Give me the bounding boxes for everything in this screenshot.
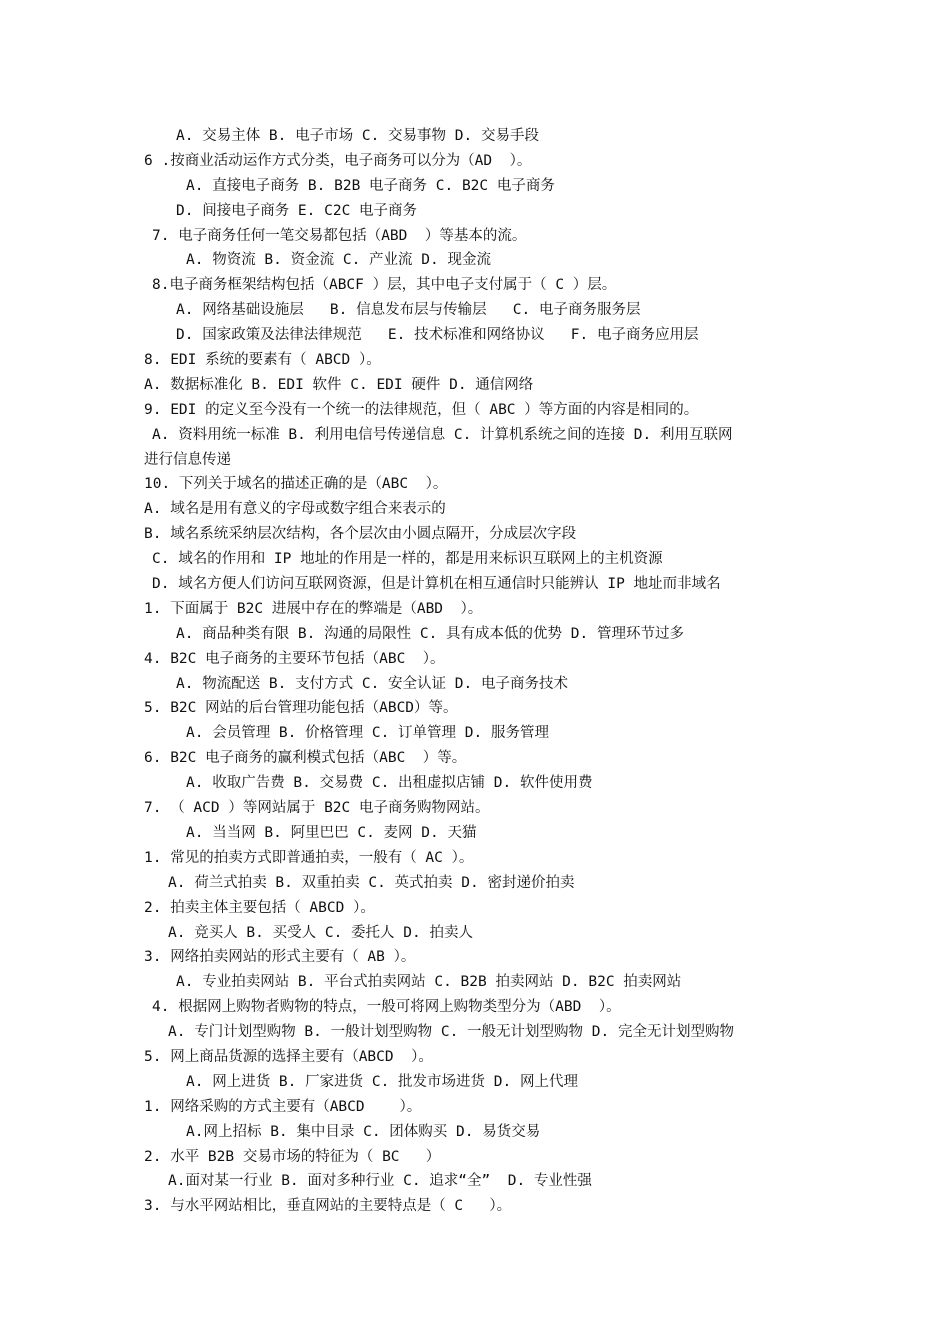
text-line: 5. B2C 网站的后台管理功能包括（ABCD）等。 [144,700,458,717]
text-line: A. 专业拍卖网站 B. 平台式拍卖网站 C. B2B 拍卖网站 D. B2C 拍卖网站 [176,974,682,991]
text-line: 1. 网络采购的方式主要有（ABCD ）。 [144,1098,422,1115]
text-line: A. 竞买人 B. 买受人 C. 委托人 D. 拍卖人 [168,924,473,941]
text-line: A. 商品种类有限 B. 沟通的局限性 C. 具有成本低的优势 D. 管理环节过多 [176,625,684,642]
text-line: 5. 网上商品货源的选择主要有（ABCD ）。 [144,1048,433,1065]
text-line: 3. 网络拍卖网站的形式主要有（ AB ）。 [144,949,416,966]
text-line: 4. B2C 电子商务的主要环节包括（ABC ）。 [144,650,445,667]
text-line: 8. EDI 系统的要素有（ ABCD ）。 [144,352,381,369]
text-line: A. 当当网 B. 阿里巴巴 C. 麦网 D. 天猫 [186,824,477,841]
text-line: D. 国家政策及法律法律规范 E. 技术标准和网络协议 F. 电子商务应用层 [176,327,699,344]
text-line: 2. 水平 B2B 交易市场的特征为（ BC ） [144,1148,441,1165]
text-line: A. 数据标准化 B. EDI 软件 C. EDI 硬件 D. 通信网络 [144,376,534,393]
text-line: A. 会员管理 B. 价格管理 C. 订单管理 D. 服务管理 [186,725,549,742]
text-line: 9. EDI 的定义至今没有一个统一的法律规范，但（ ABC ）等方面的内容是相同的。 [144,401,699,418]
text-line: D. 域名方便人们访问互联网资源，但是计算机在相互通信时只能辨认 IP 地址而非域名 [152,576,721,593]
text-line: A. 荷兰式拍卖 B. 双重拍卖 C. 英式拍卖 D. 密封递价拍卖 [168,874,575,891]
text-line: 3. 与水平网站相比，垂直网站的主要特点是（ C ）。 [144,1198,512,1215]
text-line: 7. 电子商务任何一笔交易都包括（ABD ）等基本的流。 [152,227,527,244]
text-line: A.网上招标 B. 集中目录 C. 团体购买 D. 易货交易 [186,1123,541,1140]
text-line: 1. 下面属于 B2C 进展中存在的弊端是（ABD ）。 [144,600,483,617]
text-line: A. 直接电子商务 B. B2B 电子商务 C. B2C 电子商务 [186,177,555,194]
text-line: 7. （ ACD ）等网站属于 B2C 电子商务购物网站。 [144,800,490,817]
text-line: B. 域名系统采纳层次结构，各个层次由小圆点隔开，分成层次字段 [144,526,577,543]
text-line: A. 网上进货 B. 厂家进货 C. 批发市场进货 D. 网上代理 [186,1073,578,1090]
text-line: A. 网络基础设施层 B. 信息发布层与传输层 C. 电子商务服务层 [176,302,641,319]
text-line: 6 .按商业活动运作方式分类，电子商务可以分为（AD ）。 [144,152,532,169]
text-line: 8.电子商务框架结构包括（ABCF ）层，其中电子支付属于（ C ）层。 [152,277,617,294]
text-line: A. 域名是用有意义的字母或数字组合来表示的 [144,501,446,518]
text-line: C. 域名的作用和 IP 地址的作用是一样的，都是用来标识互联网上的主机资源 [152,551,663,568]
document-body [144,124,844,1219]
text-line: A. 收取广告费 B. 交易费 C. 出租虚拟店铺 D. 软件使用费 [186,775,593,792]
text-line: A. 物资流 B. 资金流 C. 产业流 D. 现金流 [186,252,491,269]
text-line: A. 资料用统一标准 B. 利用电信号传递信息 C. 计算机系统之间的连接 D. 利用互联网 [152,426,733,443]
text-line: 1. 常见的拍卖方式即普通拍卖，一般有（ AC ）。 [144,849,474,866]
text-line: 6. B2C 电子商务的赢利模式包括（ABC ）等。 [144,750,467,767]
text-line: A. 交易主体 B. 电子市场 C. 交易事物 D. 交易手段 [176,128,539,144]
text-line: 进行信息传递 [144,451,231,468]
text-line: 4. 根据网上购物者购物的特点，一般可将网上购物类型分为（ABD ）。 [152,999,621,1016]
text-line: A.面对某一行业 B. 面对多种行业 C. 追求“全” D. 专业性强 [168,1173,592,1190]
text-line: A. 专门计划型购物 B. 一般计划型购物 C. 一般无计划型购物 D. 完全无计划型购物 [168,1024,734,1041]
text-line: 10. 下列关于域名的描述正确的是（ABC ）。 [144,476,448,493]
text-line: A. 物流配送 B. 支付方式 C. 安全认证 D. 电子商务技术 [176,675,568,692]
text-line: D. 间接电子商务 E. C2C 电子商务 [176,202,418,219]
text-line: 2. 拍卖主体主要包括（ ABCD ）。 [144,899,375,916]
